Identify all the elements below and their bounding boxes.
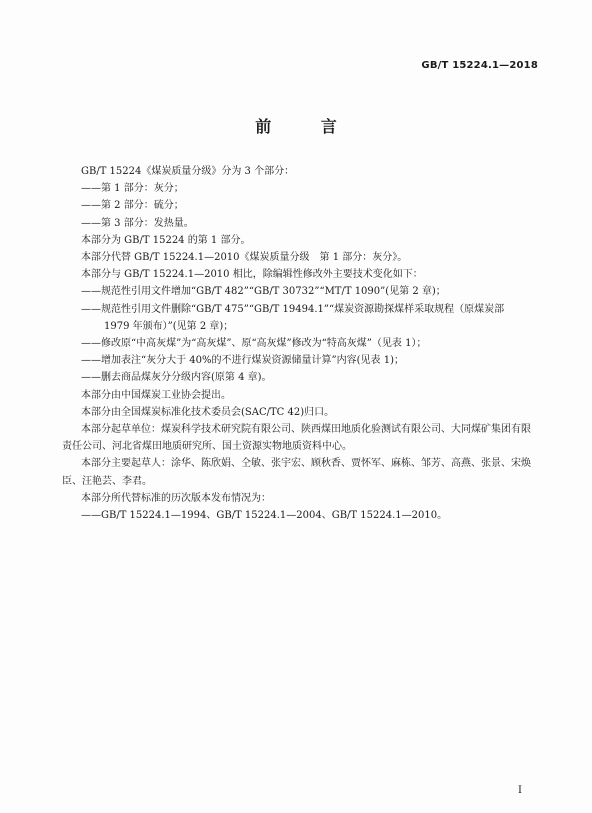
paragraph-drafting-units: 本部分起草单位：煤炭科学技术研究院有限公司、陕西煤田地质化验测试有限公司、大同煤矿集团有限责任公司、河北省煤田地质研究所、国土资源实物地质资料中心。 xyxy=(62,424,531,453)
list-item-change-2-continued: 1979 年颁布）”(见第 2 章)； xyxy=(104,320,234,332)
paragraph-parts-intro: GB/T 15224《煤炭质量分级》分为 3 个部分： xyxy=(81,166,295,177)
page-title: 前 言 xyxy=(255,117,359,136)
paragraph-changes-intro: 本部分与 GB/T 15224.1—2010 相比，除编辑性修改外主要技术变化如下： xyxy=(81,269,423,281)
foreword-body xyxy=(62,163,538,524)
list-item-part-2: ——第 2 部分：硫分； xyxy=(81,200,184,212)
list-item-change-2: ——规范性引用文件删除“GB/T 475”“GB/T 19494.1”“煤炭资源勘探煤样采取规程（原煤炭部 xyxy=(81,303,505,315)
paragraph-proposed-by: 本部分由中国煤炭工业协会提出。 xyxy=(81,389,231,401)
paragraph-under-jurisdiction: 本部分由全国煤炭标准化技术委员会(SAC/TC 42)归口。 xyxy=(81,406,335,418)
list-item-change-4: ——增加表注“灰分大于 40%的不进行煤炭资源储量计算”内容(见表 1)； xyxy=(81,355,404,367)
standard-code-header: GB/T 15224.1—2018 xyxy=(421,60,538,71)
paragraph-history-intro: 本部分所代替标准的历次版本发布情况为： xyxy=(81,492,271,504)
page-number: I xyxy=(518,785,522,796)
list-item-change-1: ——规范性引用文件增加“GB/T 482”“GB/T 30732”“MT/T 1090”(见第 2 章)； xyxy=(81,286,446,298)
paragraph-drafters: 本部分主要起草人：涂华、陈欣娟、仝敏、张宇宏、顾秋香、贾怀军、麻栋、邹芳、高燕、张景、宋焕臣、汪艳芸、李君。 xyxy=(62,458,531,487)
paragraph-this-part: 本部分为 GB/T 15224 的第 1 部分。 xyxy=(81,234,251,246)
list-item-change-5: ——删去商品煤灰分分级内容(原第 4 章)。 xyxy=(81,372,272,384)
paragraph-replaces: 本部分代替 GB/T 15224.1—2010《煤炭质量分级 第 1 部分：灰分》。 xyxy=(81,252,408,264)
list-item-history: ——GB/T 15224.1—1994、GB/T 15224.1—2004、GB/T 15224.1—2010。 xyxy=(81,510,448,522)
list-item-part-1: ——第 1 部分：灰分； xyxy=(81,183,184,195)
list-item-part-3: ——第 3 部分：发热量。 xyxy=(81,217,194,229)
list-item-change-3: ——修改原“中高灰煤”为“高灰煤”、原“高灰煤”修改为“特高灰煤”（见表 1）； xyxy=(81,338,427,350)
